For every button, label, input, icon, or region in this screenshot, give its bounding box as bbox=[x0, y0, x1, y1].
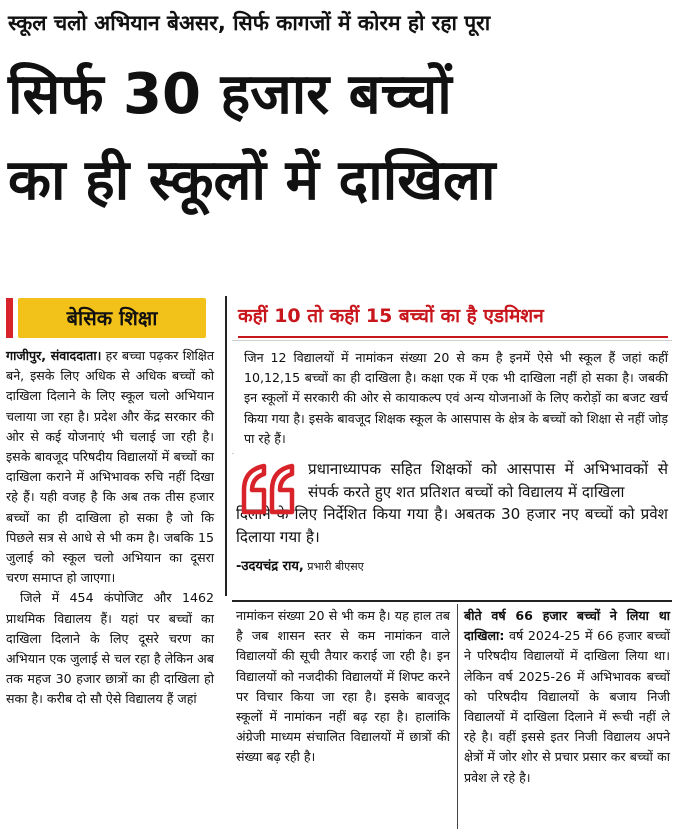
quote-author-role: प्रभारी बीएसए bbox=[303, 560, 364, 574]
section-badge bbox=[6, 298, 210, 338]
left-column bbox=[6, 346, 214, 710]
subheading: कहीं 10 तो कहीं 15 बच्चों का है एडमिशन bbox=[238, 302, 668, 338]
column-divider bbox=[225, 296, 227, 596]
left-para-1 bbox=[6, 346, 214, 588]
headline-line-1: सिर्फ 30 हजार बच्चों bbox=[8, 62, 452, 127]
quote-text-rest: दिलाने के लिए निर्देशित किया गया है। अबतक 30 हजार नए बच्चों को प्रवेश दिलाया गया है। bbox=[236, 505, 668, 546]
left-para-2: जिले में 454 कंपोजिट और 1462 प्राथमिक विद्यालय हैं। यहां पर बच्चों का दाखिला दिलाने के लिए दूसरे चरण का अभियान एक जुलाई से चल रहा है लेकिन अब तक महज 30 हजार छात्रों का ही दाखिला हो सका है। करीब दो सौ ऐसे विद्यालय हैं जहां bbox=[6, 590, 214, 707]
quote-signature bbox=[236, 556, 668, 574]
right-column-para bbox=[464, 606, 670, 788]
quote-mark-icon bbox=[240, 462, 300, 516]
quote-text-lead: प्रधानाध्यापक सहित शिक्षकों को आसपास में अभिभावकों से संपर्क करते हुए शत प्रतिशत बच्चों को विद्यालय में दाखिला bbox=[308, 460, 668, 501]
left-para-1-text: हर बच्चा पढ़कर शिक्षित बने, इसके लिए अधिक से अधिक बच्चों को दाखिला दिलाने के लिए स्कूल चलो अभियान चलाया जा रहा है। प्रदेश और केंद्र सरकार की ओर से कई योजनाएं भी चलाई जा रही है। इसके बावजूद परिषदीय विद्यालयों में बच्चों का दाखिला कराने में अभिभावक रुचि नहीं दिखा रहे हैं। यही वजह है कि अब तक तीस हजार बच्चों का ही दाखिला हो सका है जो कि पिछले सत्र से आधे से भी कम है। जबकि 15 जुलाई को स्कूल चलो अभियान का दूसरा चरण समाप्त हो जाएगा। bbox=[6, 348, 214, 586]
middle-column bbox=[236, 606, 450, 768]
section-badge-label: बेसिक शिक्षा bbox=[18, 298, 206, 338]
right-column-lead: बीते वर्ष 66 हजार बच्चों ने लिया था दाखिला: bbox=[464, 608, 670, 644]
column-divider-bottom bbox=[457, 604, 458, 829]
main-headline bbox=[8, 52, 668, 224]
kicker-headline: स्कूल चलो अभियान बेअसर, सिर्फ कागजों में कोरम हो रहा पूरा bbox=[8, 11, 491, 35]
quote-author: -उदयचंद्र राय, bbox=[236, 559, 304, 575]
info-box-text: जिन 12 विद्यालयों में नामांकन संख्या 20 से कम है इनमें ऐसे भी स्कूल हैं जहां कहीं 10,12,15 बच्चों का ही दाखिला है। कक्षा एक में एक भी दाखिला नहीं हो सका है। जबकी इन स्कूलों में सरकारी की ओर से कायाकल्प एवं अन्य योजनाओं के लिए करोड़ों का बजट खर्च किया गया है। इसके बावजूद शिक्षक स्कूल के आसपास के क्षेत्र के बच्चों को शिक्षा से नहीं जोड़ पा रहे हैं। bbox=[244, 350, 668, 446]
pull-quote bbox=[236, 458, 668, 574]
right-column-text: वर्ष 2024-25 में 66 हजार बच्चों ने परिषदीय विद्यालयों में दाखिला लिया था। लेकिन वर्ष 2025-26 में अभिभावक बच्चों को परिषदीय विद्यालयों के बजाय निजी विद्यालयों में दाखिला दिलाने में रूची नहीं ले रहे है। वहीं इससे इतर निजी विद्यालय अपने क्षेत्रों में जोर शोर से प्रचार प्रसार कर बच्चों का प्रवेश ले रहे है। bbox=[464, 628, 670, 785]
info-box bbox=[234, 344, 676, 455]
dateline: गाजीपुर, संवाददाता। bbox=[6, 348, 102, 363]
section-divider bbox=[232, 600, 672, 602]
headline-line-2: का ही स्कूलों में दाखिला bbox=[8, 148, 496, 213]
badge-accent-bar bbox=[6, 298, 13, 338]
quote-text bbox=[236, 458, 668, 548]
right-column bbox=[464, 606, 670, 788]
middle-column-text: नामांकन संख्या 20 से भी कम है। यह हाल तब है जब शासन स्तर से कम नामांकन वाले विद्यालयों की सूची तैयार कराई जा रही है। इन विद्यालयों को नजदीकी विद्यालयों में शिफ्ट करने पर विचार किया जा रहा है। इसके बावजूद स्कूलों में नामांकन नहीं बढ़ रहा है। हालांकि अंग्रेजी माध्यम संचालित विद्यालयों में छात्रों की संख्या बढ़ रही है। bbox=[236, 608, 450, 765]
